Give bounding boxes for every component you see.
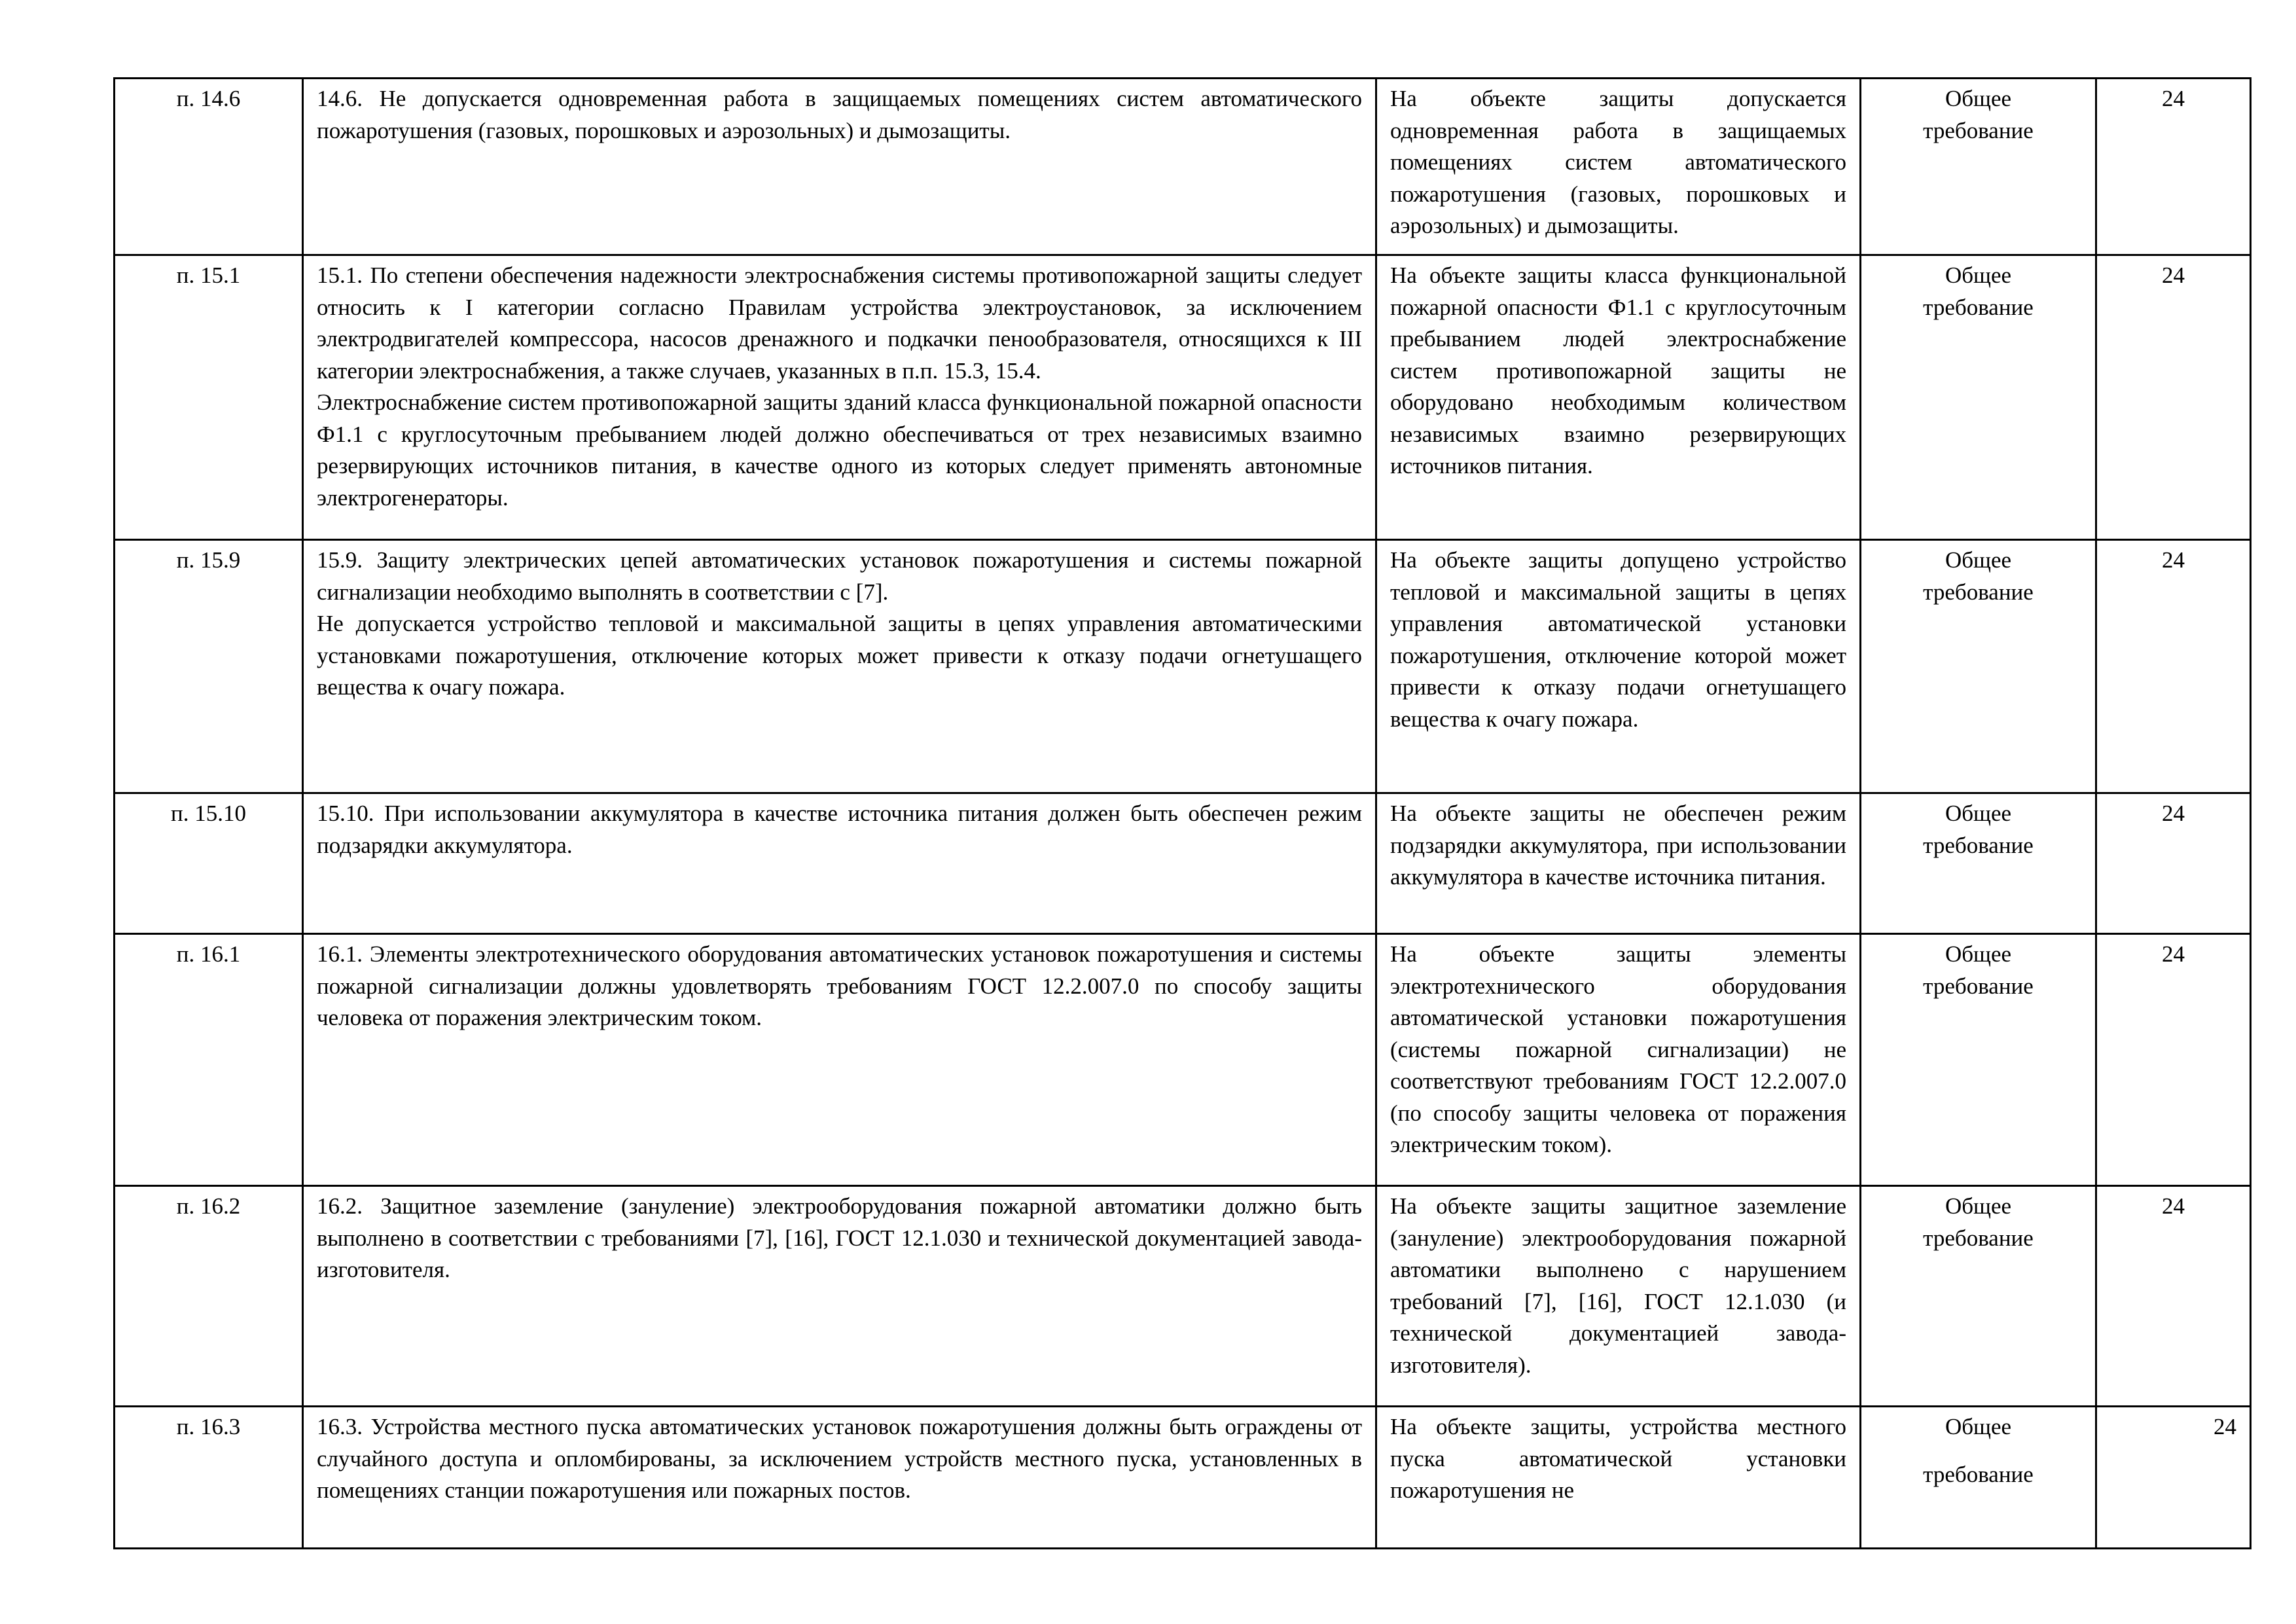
requirement-type — [1861, 1407, 2096, 1549]
clause-ref: п. 15.1 — [115, 255, 303, 540]
requirement-text — [303, 793, 1376, 934]
violation-text: На объекте защиты класса функциональной пожарной опасности Ф1.1 с круглосуточным пребыванием людей электроснабжение систем противопожарной защиты не оборудовано необходимым количеством независимых взаимно резервирующих источников питания. — [1376, 255, 1861, 540]
requirement-paragraph: 15.1. По степени обеспечения надежности электроснабжения системы противопожарной защиты следует относить к I категории согласно Правилам устройства электроустановок, за исключением электродвигателей компрессора, насосов дренажного и подкачки пенообразователя, относящихся к III категории электроснабжения, а также случаев, указанных в п.п. 15.3, 15.4. — [317, 262, 1362, 384]
table-row — [115, 255, 2251, 540]
requirements-table — [113, 77, 2251, 1549]
type-line: требование — [1923, 579, 2034, 605]
requirement-text — [303, 934, 1376, 1186]
type-line: требование — [1923, 973, 2034, 999]
requirement-text — [303, 1186, 1376, 1407]
requirement-paragraph: 15.9. Защиту электрических цепей автоматических установок пожаротушения и системы пожарной сигнализации необходимо выполнять в соответствии с [7]. — [317, 547, 1362, 605]
type-line: Общее — [1945, 1414, 2012, 1439]
grade-value: 24 — [2096, 79, 2251, 255]
table-row — [115, 540, 2251, 793]
violation-text: На объекте защиты не обеспечен режим подзарядки аккумулятора, при использовании аккумулятора в качестве источника питания. — [1376, 793, 1861, 934]
requirement-text — [303, 1407, 1376, 1549]
requirement-type — [1861, 1186, 2096, 1407]
type-line: Общее — [1945, 547, 2012, 573]
grade-value: 24 — [2096, 255, 2251, 540]
table-row — [115, 934, 2251, 1186]
table-row — [115, 1407, 2251, 1549]
clause-ref: п. 16.3 — [115, 1407, 303, 1549]
clause-ref: п. 16.1 — [115, 934, 303, 1186]
requirement-type — [1861, 793, 2096, 934]
requirement-paragraph: 16.1. Элементы электротехнического оборудования автоматических установок пожаротушения и системы пожарной сигнализации должны удовлетворять требованиям ГОСТ 12.2.007.0 по способу защиты человека от поражения электрическим током. — [317, 941, 1362, 1030]
requirement-paragraph: 16.3. Устройства местного пуска автоматических установок пожаротушения должны быть ограждены от случайного доступа и опломбированы, за исключением устройств местного пуска, установленных в помещениях станции пожаротушения или пожарных постов. — [317, 1414, 1362, 1503]
type-line: Общее — [1945, 941, 2012, 967]
violation-text: На объекте защиты допускается одновременная работа в защищаемых помещениях систем автоматического пожаротушения (газовых, порошковых и аэрозольных) и дымозащиты. — [1376, 79, 1861, 255]
grade-value: 24 — [2096, 793, 2251, 934]
clause-ref: п. 15.10 — [115, 793, 303, 934]
violation-text: На объекте защиты, устройства местного пуска автоматической установки пожаротушения не — [1376, 1407, 1861, 1549]
requirement-type — [1861, 934, 2096, 1186]
requirement-paragraph: 15.10. При использовании аккумулятора в качестве источника питания должен быть обеспечен режим подзарядки аккумулятора. — [317, 801, 1362, 858]
grade-value: 24 — [2096, 934, 2251, 1186]
type-line: Общее — [1945, 801, 2012, 826]
type-line: требование — [1923, 294, 2034, 320]
type-line: Общее — [1945, 1193, 2012, 1219]
requirement-type — [1861, 255, 2096, 540]
table-row — [115, 793, 2251, 934]
requirement-text — [303, 255, 1376, 540]
clause-ref: п. 15.9 — [115, 540, 303, 793]
type-line: требование — [1923, 1225, 2034, 1251]
clause-ref: п. 14.6 — [115, 79, 303, 255]
grade-value: 24 — [2096, 1186, 2251, 1407]
requirement-type — [1861, 540, 2096, 793]
grade-value: 24 — [2096, 1407, 2251, 1549]
clause-ref: п. 16.2 — [115, 1186, 303, 1407]
violation-text: На объекте защиты элементы электротехнического оборудования автоматической установки пожаротушения (системы пожарной сигнализации) не соответствуют требованиям ГОСТ 12.2.007.0 (по способу защиты человека от поражения электрическим током). — [1376, 934, 1861, 1186]
type-line: Общее — [1945, 262, 2012, 288]
requirement-type — [1861, 79, 2096, 255]
type-line: требование — [1923, 1461, 2034, 1487]
table-row — [115, 79, 2251, 255]
requirement-text — [303, 540, 1376, 793]
table-row — [115, 1186, 2251, 1407]
type-line: Общее — [1945, 86, 2012, 111]
type-line: требование — [1923, 117, 2034, 143]
violation-text: На объекте защиты допущено устройство тепловой и максимальной защиты в цепях управления автоматической установки пожаротушения, отключение которой может привести к отказу подачи огнетушащего вещества к очагу пожара. — [1376, 540, 1861, 793]
requirement-paragraph: Электроснабжение систем противопожарной защиты зданий класса функциональной пожарной опасности Ф1.1 с круглосуточным пребыванием людей должно обеспечиваться от трех независимых взаимно резервирующих источников питания, в качестве одного из которых следует применять автономные электрогенераторы. — [317, 389, 1362, 511]
requirement-paragraph: Не допускается устройство тепловой и максимальной защиты в цепях управления автоматическими установками пожаротушения, отключение которых может привести к отказу подачи огнетушащего вещества к очагу пожара. — [317, 611, 1362, 700]
violation-text: На объекте защиты защитное заземление (зануление) электрооборудования пожарной автоматики выполнено с нарушением требований [7], [16], ГОСТ 12.1.030 (и технической документацией завода-изготовителя). — [1376, 1186, 1861, 1407]
requirement-paragraph: 16.2. Защитное заземление (зануление) электрооборудования пожарной автоматики должно быть выполнено в соответствии с требованиями [7], [16], ГОСТ 12.1.030 и технической документацией завода-изготовителя. — [317, 1193, 1362, 1282]
requirement-paragraph: 14.6. Не допускается одновременная работа в защищаемых помещениях систем автоматического пожаротушения (газовых, порошковых и аэрозольных) и дымозащиты. — [317, 86, 1362, 143]
requirement-text — [303, 79, 1376, 255]
type-line: требование — [1923, 832, 2034, 858]
grade-value: 24 — [2096, 540, 2251, 793]
